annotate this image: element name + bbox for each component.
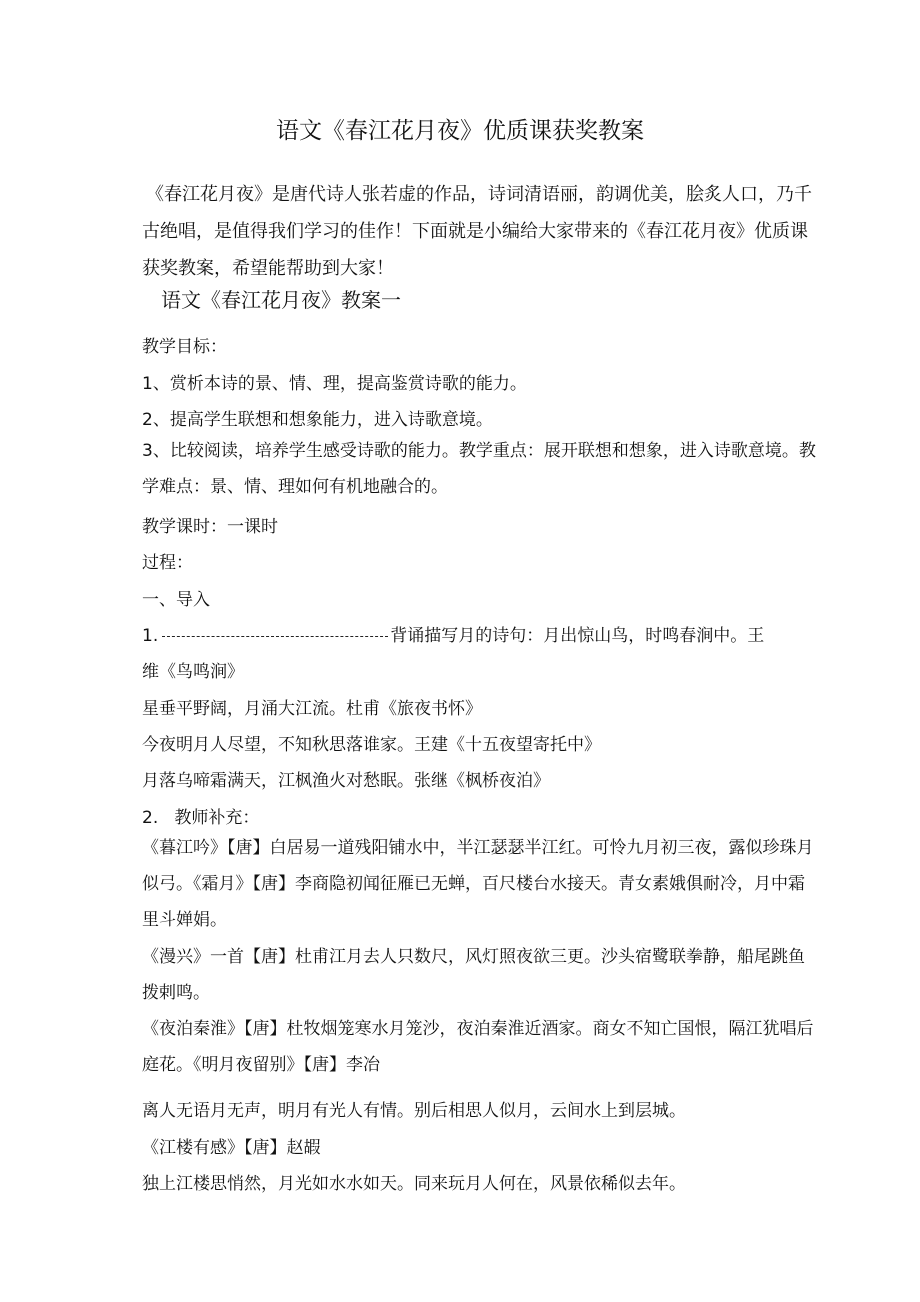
goal-item-3: 3、比较阅读，培养学生感受诗歌的能力。教学重点：展开联想和想象，进入诗歌意境。教学难点：景、情、理如何有机地融合的。 [142, 441, 816, 497]
teaching-hours: 教学课时：一课时 [142, 517, 278, 537]
poem-line-2: 今夜明月人尽望，不知秋思落谁家。王建《十五夜望寄托中》 [142, 735, 601, 755]
process-label: 过程： [142, 553, 193, 573]
supplement-paragraph-1: 《暮江吟》【唐】白居易一道残阳铺水中，半江瑟瑟半江红。可怜九月初三夜，露似珍珠月似弓。《霜月》【唐】李商隐初闻征雁已无蝉，百尺楼台水接天。青女素娥俱耐冷，月中霜里斗婵娟。 [142, 838, 814, 930]
intro-paragraph: 《春江花月夜》是唐代诗人张若虚的作品，诗词清语丽，韵调优美，脍炙人口，乃千古绝唱，是值得我们学习的佳作！下面就是小编给大家带来的《春江花月夜》优质课获奖教案，希望能帮助到大家！ [142, 184, 812, 279]
supplement-paragraph-5: 《江楼有感》【唐】赵嘏 [142, 1138, 321, 1158]
dashed-rule [162, 636, 388, 637]
section-title: 语文《春江花月夜》教案一 [161, 288, 401, 312]
supplement-paragraph-3: 《夜泊秦淮》【唐】杜牧烟笼寒水月笼沙，夜泊秦淮近酒家。商女不知亡国恨，隔江犹唱后庭花。《明月夜留别》【唐】李冶 [142, 1019, 814, 1075]
poem-line-3: 月落乌啼霜满天，江枫渔火对愁眠。张继《枫桥夜泊》 [142, 771, 550, 791]
goal-item-1: 1、赏析本诗的景、情、理，提高鉴赏诗歌的能力。 [142, 374, 527, 394]
list-item-1 [142, 621, 764, 646]
supplement-paragraph-2: 《漫兴》一首【唐】杜甫江月去人只数尺，风灯照夜欲三更。沙头宿鹭联拳静，船尾跳鱼拨剌鸣。 [142, 947, 805, 1003]
supplement-paragraph-4: 离人无语月无声，明月有光人有情。别后相思人似月，云间水上到层城。 [142, 1101, 686, 1121]
goals-label: 教学目标： [142, 337, 227, 357]
step-heading-1: 一、导入 [142, 590, 210, 610]
supplement-paragraph-6: 独上江楼思悄然，月光如水水如天。同来玩月人何在，风景依稀似去年。 [142, 1174, 686, 1194]
list-item-1-text: 背诵描写月的诗句：月出惊山鸟，时鸣春涧中。王 [390, 626, 765, 646]
list-item-1-continued: 维《鸟鸣涧》 [142, 662, 244, 682]
list-item-2: 2. 教师补充： [142, 808, 260, 828]
document-title: 语文《春江花月夜》优质课获奖教案 [276, 118, 644, 144]
goal-item-2: 2、提高学生联想和想象能力，进入诗歌意境。 [142, 410, 493, 430]
list-item-1-number: 1. [142, 626, 159, 646]
poem-line-1: 星垂平野阔，月涌大江流。杜甫《旅夜书怀》 [142, 699, 482, 719]
